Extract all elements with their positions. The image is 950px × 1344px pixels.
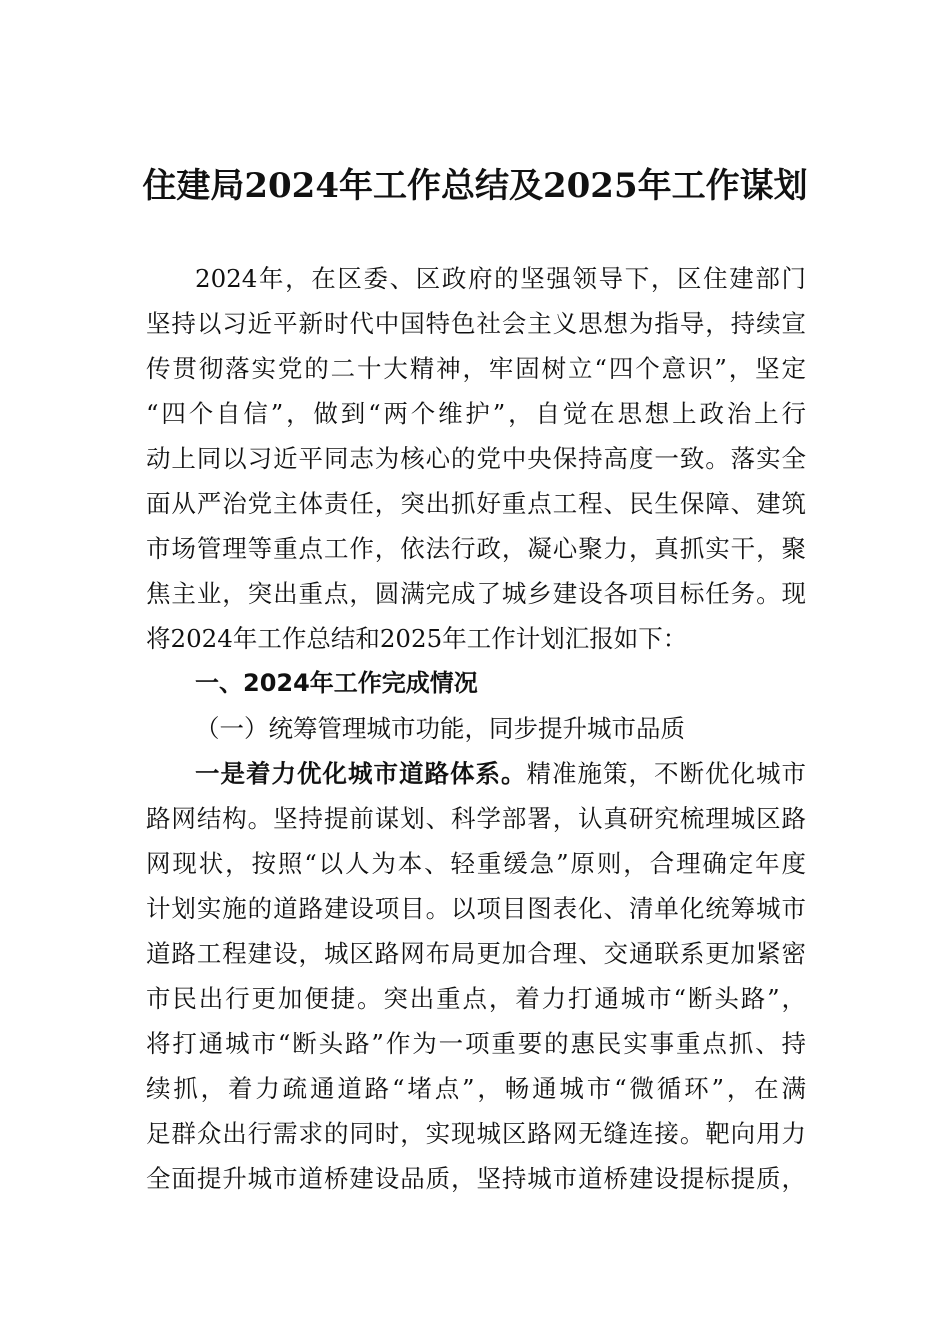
intro-line: 面从严治党主体责任，突出抓好重点工程、民生保障、建筑 <box>146 489 806 518</box>
point-first-line <box>146 751 806 796</box>
intro-line: 2024年，在区委、区政府的坚强领导下，区住建部门 <box>195 264 806 293</box>
point-line: 全面提升城市道桥建设品质，坚持城市道桥建设提标提质， <box>146 1164 806 1193</box>
point-line: 续抓，着力疏通道路“堵点”，畅通城市“微循环”，在满 <box>146 1074 806 1103</box>
section-heading: 一、2024年工作完成情况 <box>195 669 478 697</box>
subsection-heading: （一）统筹管理城市功能，同步提升城市品质 <box>195 714 685 743</box>
intro-line: 将2024年工作总结和2025年工作计划汇报如下： <box>146 624 688 653</box>
intro-line: 市场管理等重点工作，依法行政，凝心聚力，真抓实干，聚 <box>146 534 806 563</box>
intro-line: 动上同以习近平同志为核心的党中央保持高度一致。落实全 <box>146 444 806 473</box>
point-line: 网现状，按照“以人为本、轻重缓急”原则，合理确定年度 <box>146 849 806 878</box>
point-line: 计划实施的道路建设项目。以项目图表化、清单化统筹城市 <box>146 894 806 923</box>
document-title: 住建局2024年工作总结及2025年工作谋划 <box>142 166 808 206</box>
point-line: 足群众出行需求的同时，实现城区路网无缝连接。靶向用力 <box>146 1119 806 1148</box>
intro-line: 坚持以习近平新时代中国特色社会主义思想为指导，持续宣 <box>146 309 806 338</box>
intro-line: 焦主业，突出重点，圆满完成了城乡建设各项目标任务。现 <box>146 579 806 608</box>
document-body <box>146 256 806 1201</box>
point-lead: 一是着力优化城市道路体系。 <box>195 759 527 788</box>
intro-line: 传贯彻落实党的二十大精神，牢固树立“四个意识”，坚定 <box>146 354 806 383</box>
point-first-line-rest: 精准施策，不断优化城市 <box>526 759 806 788</box>
point-line: 路网结构。坚持提前谋划、科学部署，认真研究梳理城区路 <box>146 804 806 833</box>
intro-line: “四个自信”，做到“两个维护”，自觉在思想上政治上行 <box>146 399 806 428</box>
point-line: 将打通城市“断头路”作为一项重要的惠民实事重点抓、持 <box>146 1029 806 1058</box>
point-line: 道路工程建设，城区路网布局更加合理、交通联系更加紧密 <box>146 939 806 968</box>
point-line: 市民出行更加便捷。突出重点，着力打通城市“断头路”， <box>146 984 806 1013</box>
